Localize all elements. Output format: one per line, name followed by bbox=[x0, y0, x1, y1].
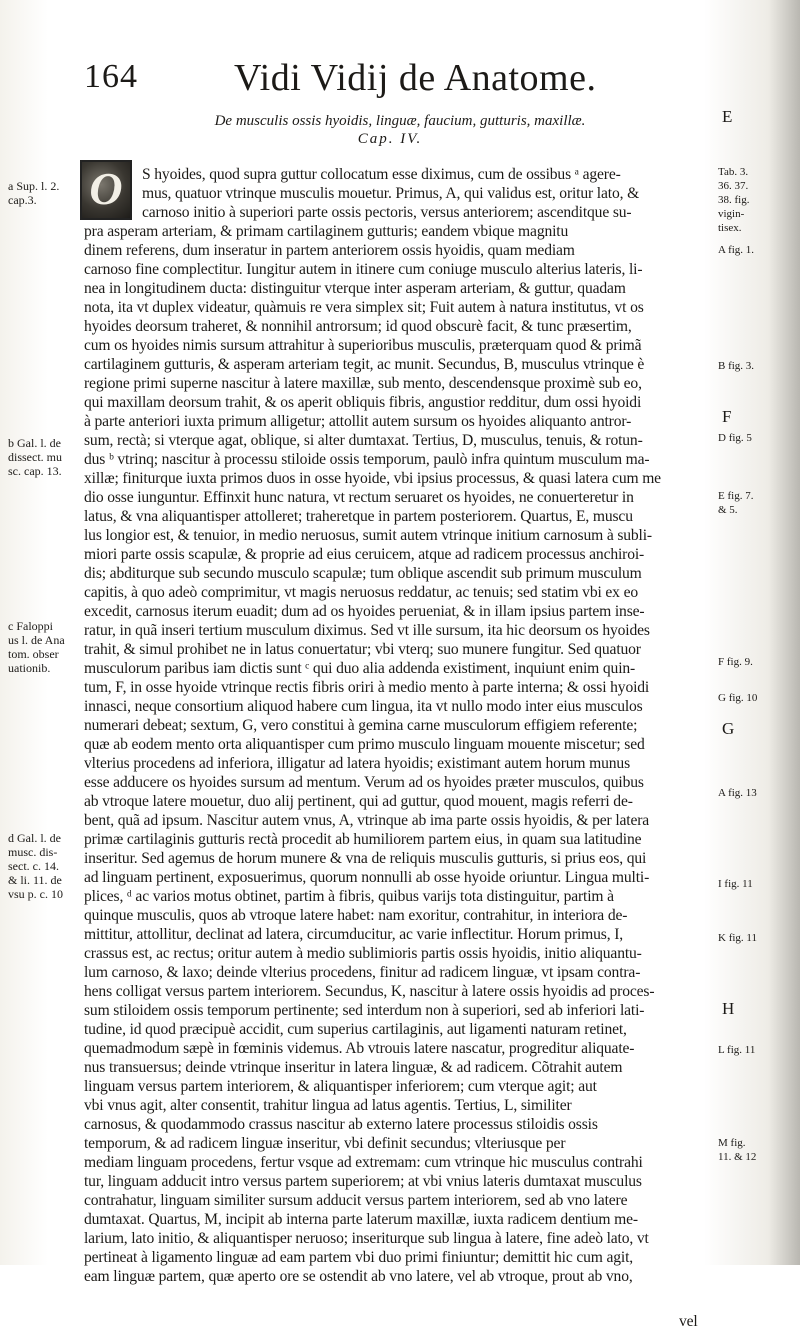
margin-note: & li. 11. de bbox=[8, 873, 62, 887]
margin-note: a Sup. l. 2. bbox=[8, 179, 60, 193]
margin-note: c Faloppi bbox=[8, 619, 53, 633]
text-line: dinem referens, dum inseratur in partem anteriorem ossis hyoidis, quam mediam bbox=[84, 242, 575, 259]
text-line: tum, F, in osse hyoide vtrinque rectis fibris oriri à medio mento à parte interna; & ossi hyoidi bbox=[84, 679, 650, 696]
text-line: sum stiloidem ossis temporum pertinente; sed interdum non à superiori, sed ab inferiori lati- bbox=[84, 1002, 645, 1019]
margin-note: us l. de Ana bbox=[8, 633, 65, 647]
margin-letter: F bbox=[722, 407, 732, 426]
margin-note: dissect. mu bbox=[8, 450, 62, 464]
chapter-heading: Cap. IV. bbox=[357, 131, 423, 147]
margin-letter: G bbox=[722, 719, 735, 738]
margin-note: M fig. bbox=[718, 1137, 746, 1149]
text-line: carnosus, & quodammodo crassus nascitur ab externo latere processus stiloidis ossis bbox=[84, 1116, 598, 1133]
text-line: inseritur. Sed agemus de horum munere & vna de reliquis musculis gutturis, si prius eos, qui bbox=[84, 850, 647, 867]
margin-note: & 5. bbox=[718, 504, 738, 516]
margin-note: G fig. 10 bbox=[718, 692, 758, 704]
text-line: contrahatur, linguam similiter sursum adducit versus partem interiorem, sed ab vno latere bbox=[84, 1192, 628, 1209]
margin-note: vigin- bbox=[718, 208, 745, 220]
margin-note: sc. cap. 13. bbox=[8, 464, 62, 478]
text-line: larium, lato initio, & aliquantisper neruoso; inseriturque sub lingua à latere, fine adeò lato, vt bbox=[84, 1230, 649, 1247]
text-line: esse adducere os hyoides sursum ad mentum. Verum ad os hyoides præter musculos, quibus bbox=[84, 774, 644, 791]
text-line: primæ cartilaginis gutturis rectà procedit ab humiliorem partem eius, in quam sua latitudine bbox=[84, 831, 642, 848]
text-line: tur, linguam adducit intro versus partem superiorem; at vbi vnius lateris dumtaxat musculus bbox=[84, 1173, 642, 1190]
text-line: xillæ; finiturque iuxta primos duos in osse hyoide, vbi ipsius processus, & quasi latera cum me bbox=[84, 470, 661, 487]
text-line: qui maxillam deorsum trahit, & os aperit obliquis fibris, angustior redditur, dum ossi hyoidi bbox=[84, 394, 642, 411]
text-line: musculorum paribus iam dictis sunt ᶜ qui duo alia addenda existiment, inquiunt enim quin- bbox=[84, 660, 636, 677]
margin-note: A fig. 13 bbox=[718, 787, 757, 799]
text-line: dio osse iunguntur. Effinxit hunc natura, vt rectum seruaret os hyoides, ne conuerteretur in bbox=[84, 489, 634, 506]
margin-note: 38. fig. bbox=[718, 194, 750, 206]
text-line: quinque musculis, quos ab vtroque latere habet: nam exoritur, contrahitur, in interiora de- bbox=[84, 907, 628, 924]
margin-letter: E bbox=[722, 107, 733, 126]
margin-note: B fig. 3. bbox=[718, 360, 755, 372]
text-line: temporum, & ad radicem linguæ inseritur, vbi definit secundus; vlteriusque per bbox=[84, 1135, 566, 1152]
margin-note: K fig. 11 bbox=[718, 932, 758, 944]
text-line: pra asperam arteriam, & primam cartilaginem gutturis; eandem vbique magnitu bbox=[84, 223, 569, 240]
text-line: carnoso fine complectitur. Iungitur autem in itinere cum coniuge musculo alterius lateris, li- bbox=[84, 261, 643, 278]
text-line: mediam linguam procedens, fertur vsque ad extremam: cum vtrinque hic musculus contrahi bbox=[84, 1154, 643, 1171]
text-line: vbi vnus agit, alter consentit, trahitur lingua ad latus agentis. Tertius, L, similiter bbox=[84, 1097, 572, 1114]
margin-note: musc. dis- bbox=[8, 845, 58, 859]
text-line: cum os hyoides nimis sursum attrahitur à superioribus musculis, præterquam quod & primã bbox=[84, 337, 642, 354]
text-line: tudine, id quod præcipuè accidit, cum superius cartilaginis, aut ligamenti naturam retinet, bbox=[84, 1021, 627, 1038]
text-line: crassus est, ac rectus; oritur autem à medio sublimioris partis ossis hyoidis, initio aliquantu- bbox=[84, 945, 642, 962]
margin-note: F fig. 9. bbox=[718, 656, 753, 668]
text-line: lum carnoso, & laxo; deinde vlterius procedens, finitur ad radicem linguæ, vt ipsam contra- bbox=[84, 964, 641, 981]
drop-cap-initial: O bbox=[80, 160, 132, 220]
section-title: De musculis ossis hyoidis, linguæ, faucium, gutturis, maxillæ. bbox=[214, 113, 586, 129]
text-line: ratur, in quã inseri tertium musculum diximus. Sed vt ille sursum, ita hic deorsum os hyoides bbox=[84, 622, 650, 639]
margin-note: vsu p. c. 10 bbox=[8, 887, 63, 901]
margin-note: 11. & 12 bbox=[718, 1151, 757, 1163]
text-line: S hyoides, quod supra guttur collocatum esse diximus, cum de ossibus ᵃ agere- bbox=[142, 166, 621, 183]
text-line: latus, & vna aliquantisper attolleret; traheretque in partem posteriorem. Quartus, E, muscu bbox=[84, 508, 633, 525]
text-line: carnoso initio à superiori parte ossis pectoris, versus anteriorem; ascenditque su- bbox=[142, 204, 632, 221]
margin-note: 36. 37. bbox=[718, 180, 749, 192]
page-number: 164 bbox=[84, 58, 138, 95]
text-line: dis; abditurque sub secundo musculo scapulæ; tum oblique ascendit sub primum musculum bbox=[84, 565, 642, 582]
margin-note: cap.3. bbox=[8, 193, 37, 207]
text-line: eam linguæ partem, quæ aperto ore se ostendit ab vno latere, vel ab vtroque, prout ab vno, bbox=[84, 1268, 633, 1285]
text-line: numerari debeat; sextum, G, vero constitui à gemina carne musculorum effigiem referente; bbox=[84, 717, 638, 734]
text-line: ab vtroque latere mouetur, duo alij pertinent, qui ad guttur, quod mouent, magis referri de- bbox=[84, 793, 633, 810]
margin-note: E fig. 7. bbox=[718, 490, 754, 502]
text-line: plices, ᵈ ac varios motus obtinet, partim à fibris, quibus varijs tota distinguitur, partim à bbox=[84, 888, 614, 905]
catchword: vel bbox=[679, 1313, 698, 1330]
text-line: miori parte ossis scapulæ, & proprie ad eius ceruicem, atque ad radicem processus anchiroi- bbox=[84, 546, 645, 563]
text-line: mus, quatuor vtrinque musculis mouetur. Primus, A, qui validus est, oritur lato, & bbox=[142, 185, 640, 202]
text-line: mittitur, attollitur, declinat ad latera, circumducitur, ac varie inflectitur. Horum primus, I, bbox=[84, 926, 624, 943]
text-line: dumtaxat. Quartus, M, incipit ab interna parte laterum maxillæ, iuxta radicem dentium me- bbox=[84, 1211, 638, 1228]
running-title: Vidi Vidij de Anatome. bbox=[234, 57, 597, 99]
text-line: à parte anteriori iuxta primum alligetur; attollit autem sursum os hyoides aliquanto antror- bbox=[84, 413, 632, 430]
text-line: capitis, à quo adeò comprimitur, vt magis neruosus reddatur, ac tenuis; sed statim vbi ex eo bbox=[84, 584, 638, 601]
text-line: dus ᵇ vtrinq; nascitur à processu stiloide ossis temporum, paulò infra quintum musculum ma- bbox=[84, 451, 650, 468]
text-line: hyoides deorsum traheret, & nonnihil antrorsum; id quod obscurè facit, & tunc præsertim, bbox=[84, 318, 632, 335]
text-line: trahit, & simul prohibet ne in latus conuertatur; vbi vterq; suo munere fungitur. Sed quatuor bbox=[84, 641, 641, 658]
text-line: quæ ab eodem mento orta aliquantisper cum primo musculo linguam mouente miscetur; sed bbox=[84, 736, 645, 753]
text-line: nota, ita vt duplex videatur, quàmuis re vera simplex sit; Fuit autem à natura institutus, vt os bbox=[84, 299, 644, 316]
margin-note: d Gal. l. de bbox=[8, 831, 61, 845]
margin-note: Tab. 3. bbox=[718, 166, 749, 178]
text-line: cartilaginem gutturis, & asperam arteriam tegit, ac munit. Secundus, B, musculus vtrinque è bbox=[84, 356, 645, 373]
margin-letter: H bbox=[722, 999, 735, 1018]
margin-note: b Gal. l. de bbox=[8, 436, 61, 450]
margin-note: sect. c. 14. bbox=[8, 859, 59, 873]
text-line: lus longior est, & tenuior, in medio neruosus, sumit autem vtrinque initium carnosum à subli- bbox=[84, 527, 652, 544]
text-line: sum, rectà; si vterque agat, oblique, si alter dumtaxat. Tertius, D, musculus, tenuis, & rotun- bbox=[84, 432, 643, 449]
text-line: innasci, neque consortium aliquod habere cum lingua, ita vt nullo modo inter eius musculos bbox=[84, 698, 643, 715]
margin-note: D fig. 5 bbox=[718, 432, 752, 444]
margin-note: tom. obser bbox=[8, 647, 59, 661]
text-line: nus transuersus; deinde vtrinque inseritur in latera linguæ, & ad radicem. Cõtrahit autem bbox=[84, 1059, 623, 1076]
text-line: bent, quã ad ipsum. Nascitur autem vnus, A, vtrinque ab ima parte ossis hyoidis, & per latera bbox=[84, 812, 650, 829]
text-line: nea in longitudinem ducta: distinguitur vterque inter asperam arteriam, & guttur, quadam bbox=[84, 280, 626, 297]
text-line: vlterius procedens ad inferiora, illigatur ad latera hyoidis; existimant autem horum munus bbox=[84, 755, 630, 772]
text-line: regione primi superne nascitur à latere maxillæ, sub mento, descendensque proximè sub eo, bbox=[84, 375, 642, 392]
text-line: hens colligat versus partem interiorem. Secundus, K, nascitur à latere ossis hyoidis ad proces- bbox=[84, 983, 655, 1000]
text-line: excedit, carnosus iterum euadit; dum ad os hyoides perueniat, & in illam ipsius partem inse- bbox=[84, 603, 645, 620]
text-line: ad linguam pertinent, exposuerimus, quorum nonnulli ab osse hyoide oriuntur. Lingua multi- bbox=[84, 869, 650, 886]
margin-note: I fig. 11 bbox=[718, 878, 753, 890]
margin-note: uationib. bbox=[8, 661, 51, 675]
margin-note: tisex. bbox=[718, 222, 742, 234]
text-line: linguam versus partem interiorem, & aliquantisper inferiorem; cum vterque agit; aut bbox=[84, 1078, 597, 1095]
text-line: pertineat à ligamento linguæ ad eam partem vbi duo primi finiuntur; demittit hic cum agit, bbox=[84, 1249, 634, 1266]
text-line: quemadmodum sæpè in fœminis videmus. Ab vtrouis latere nascatur, progreditur aliquate- bbox=[84, 1040, 635, 1057]
margin-note: L fig. 11 bbox=[718, 1044, 756, 1056]
page-header bbox=[84, 52, 724, 102]
margin-note: A fig. 1. bbox=[718, 244, 755, 256]
